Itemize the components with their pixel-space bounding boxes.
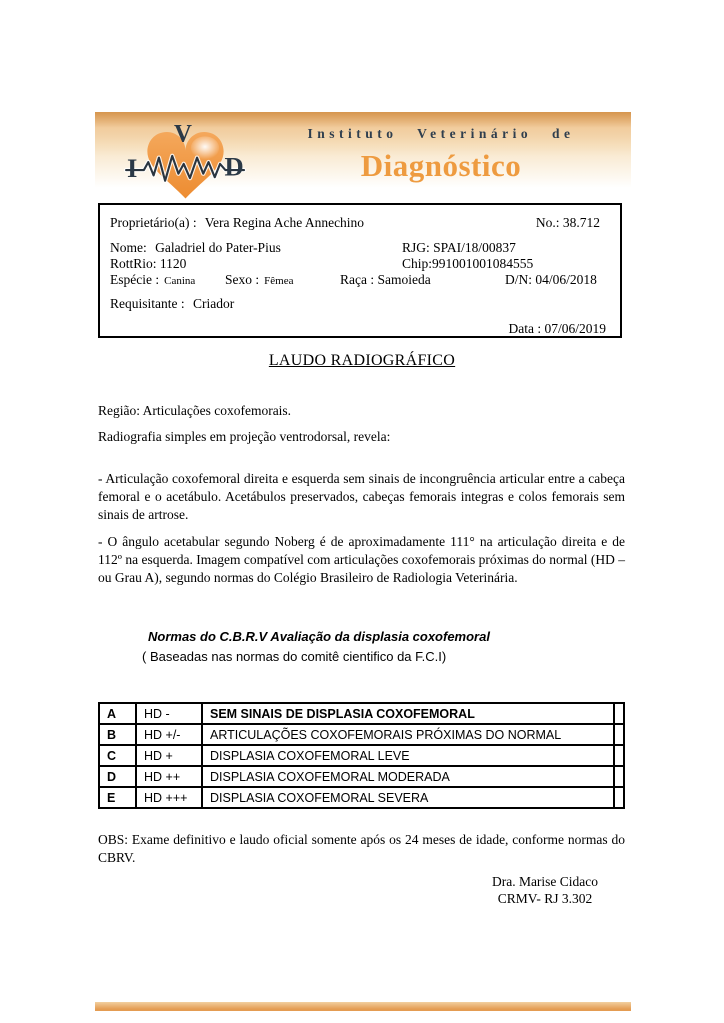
name-label: Nome: [110, 240, 147, 255]
grade-cell: D [99, 766, 136, 787]
footer-accent-bar [95, 1002, 631, 1011]
rjg-field: RJG: SPAI/18/00837 [402, 240, 516, 255]
code-cell: HD +++ [136, 787, 202, 808]
grade-cell: A [99, 703, 136, 724]
code-cell: HD +/- [136, 724, 202, 745]
requisitante-label: Requisitante : [110, 296, 185, 311]
institute-line: Instituto Veterinário de [307, 126, 575, 141]
especie-label: Espécie : [110, 272, 160, 287]
region-line: Região: Articulações coxofemorais. [98, 403, 292, 418]
table-empty-cell [614, 766, 624, 787]
requester-row [110, 296, 612, 312]
grade-cell: E [99, 787, 136, 808]
institute-name: Diagnóstico [360, 148, 522, 183]
report-title [0, 352, 724, 370]
especie-field [110, 272, 195, 287]
description-cell: DISPLASIA COXOFEMORAL MODERADA [202, 766, 614, 787]
owner-value: Vera Regina Ache Annechino [204, 215, 365, 230]
description-cell: SEM SINAIS DE DISPLASIA COXOFEMORAL [202, 703, 614, 724]
name-value: Galadriel do Pater-Pius [155, 240, 281, 255]
raca-field: Raça : Samoieda [340, 272, 431, 287]
table-row [99, 724, 624, 745]
ivd-logo [119, 115, 252, 211]
grade-cell: C [99, 745, 136, 766]
signature-name: Dra. Marise Cidaco [491, 874, 599, 889]
owner-label: Proprietário(a) : [110, 215, 197, 230]
logo-letter-d: D [224, 151, 244, 182]
sexo-field [225, 272, 293, 289]
dysplasia-grades-table [98, 702, 625, 809]
sexo-value: Fêmea [264, 275, 294, 287]
birthdate-field: D/N: 04/06/2018 [505, 272, 597, 287]
ivd-logo-graphic [119, 115, 252, 211]
observation-note: OBS: Exame definitivo e laudo oficial somente após os 24 meses de idade, conforme normas do CBRV. [98, 832, 625, 865]
logo-letter-v: V [173, 120, 192, 148]
name-row [110, 240, 612, 256]
date-row [110, 321, 612, 337]
sexo-label: Sexo : [225, 272, 260, 287]
code-cell: HD ++ [136, 766, 202, 787]
code-cell: HD + [136, 745, 202, 766]
table-row [99, 766, 624, 787]
table-row [99, 703, 624, 724]
rottrio-field: RottRio: 1120 [110, 256, 187, 271]
cbrv-heading: Normas do C.B.R.V Avaliação da displasia coxofemoral [148, 629, 490, 644]
signature-registration: CRMV- RJ 3.302 [497, 891, 593, 906]
owner-field [110, 215, 364, 231]
table-empty-cell [614, 745, 624, 766]
table-empty-cell [614, 787, 624, 808]
description-cell: DISPLASIA COXOFEMORAL LEVE [202, 745, 614, 766]
table-row [99, 745, 624, 766]
chip-field: Chip:991001001084555 [402, 256, 534, 271]
description-cell: DISPLASIA COXOFEMORAL SEVERA [202, 787, 614, 808]
requisitante-value: Criador [193, 296, 235, 311]
owner-row [110, 215, 612, 231]
report-title-text: LAUDO RADIOGRÁFICO [268, 352, 456, 369]
radiography-line: Radiografia simples em projeção ventrodorsal, revela: [98, 429, 391, 444]
signature-block [445, 873, 645, 907]
header-banner [95, 112, 631, 191]
description-cell: ARTICULAÇÕES COXOFEMORAIS PRÓXIMAS DO NORMAL [202, 724, 614, 745]
grade-cell: B [99, 724, 136, 745]
code-cell: HD - [136, 703, 202, 724]
table-empty-cell [614, 703, 624, 724]
report-date: Data : 07/06/2019 [508, 321, 606, 336]
finding-paragraph-2: - O ângulo acetabular segundo Noberg é de aproximadamente 111° na articulação direita e de 112º na esquerda. Imagem compatível com articulações coxofemorais próximas do normal (HD – ou Grau A), segundo normas do Colégio Brasileiro de Radiologia Veterinária. [98, 534, 625, 585]
finding-paragraph-1: - Articulação coxofemoral direita e esquerda sem sinais de incongruência articular entre a cabeça femoral e o acetábulo. Acetábulos preservados, cabeças femorais integras e colos femorais sem sinais de artrose. [98, 471, 625, 522]
record-number: No.: 38.712 [535, 215, 600, 230]
table-row [99, 787, 624, 808]
patient-info-box [98, 203, 622, 338]
rottrio-row [110, 256, 612, 272]
institute-title-block [260, 126, 622, 184]
logo-letter-i: I [126, 153, 138, 184]
especie-value: Canina [164, 275, 196, 287]
species-row [110, 272, 612, 288]
table-empty-cell [614, 724, 624, 745]
cbrv-subheading: ( Baseadas nas normas do comitê cientifico da F.C.I) [142, 649, 447, 664]
